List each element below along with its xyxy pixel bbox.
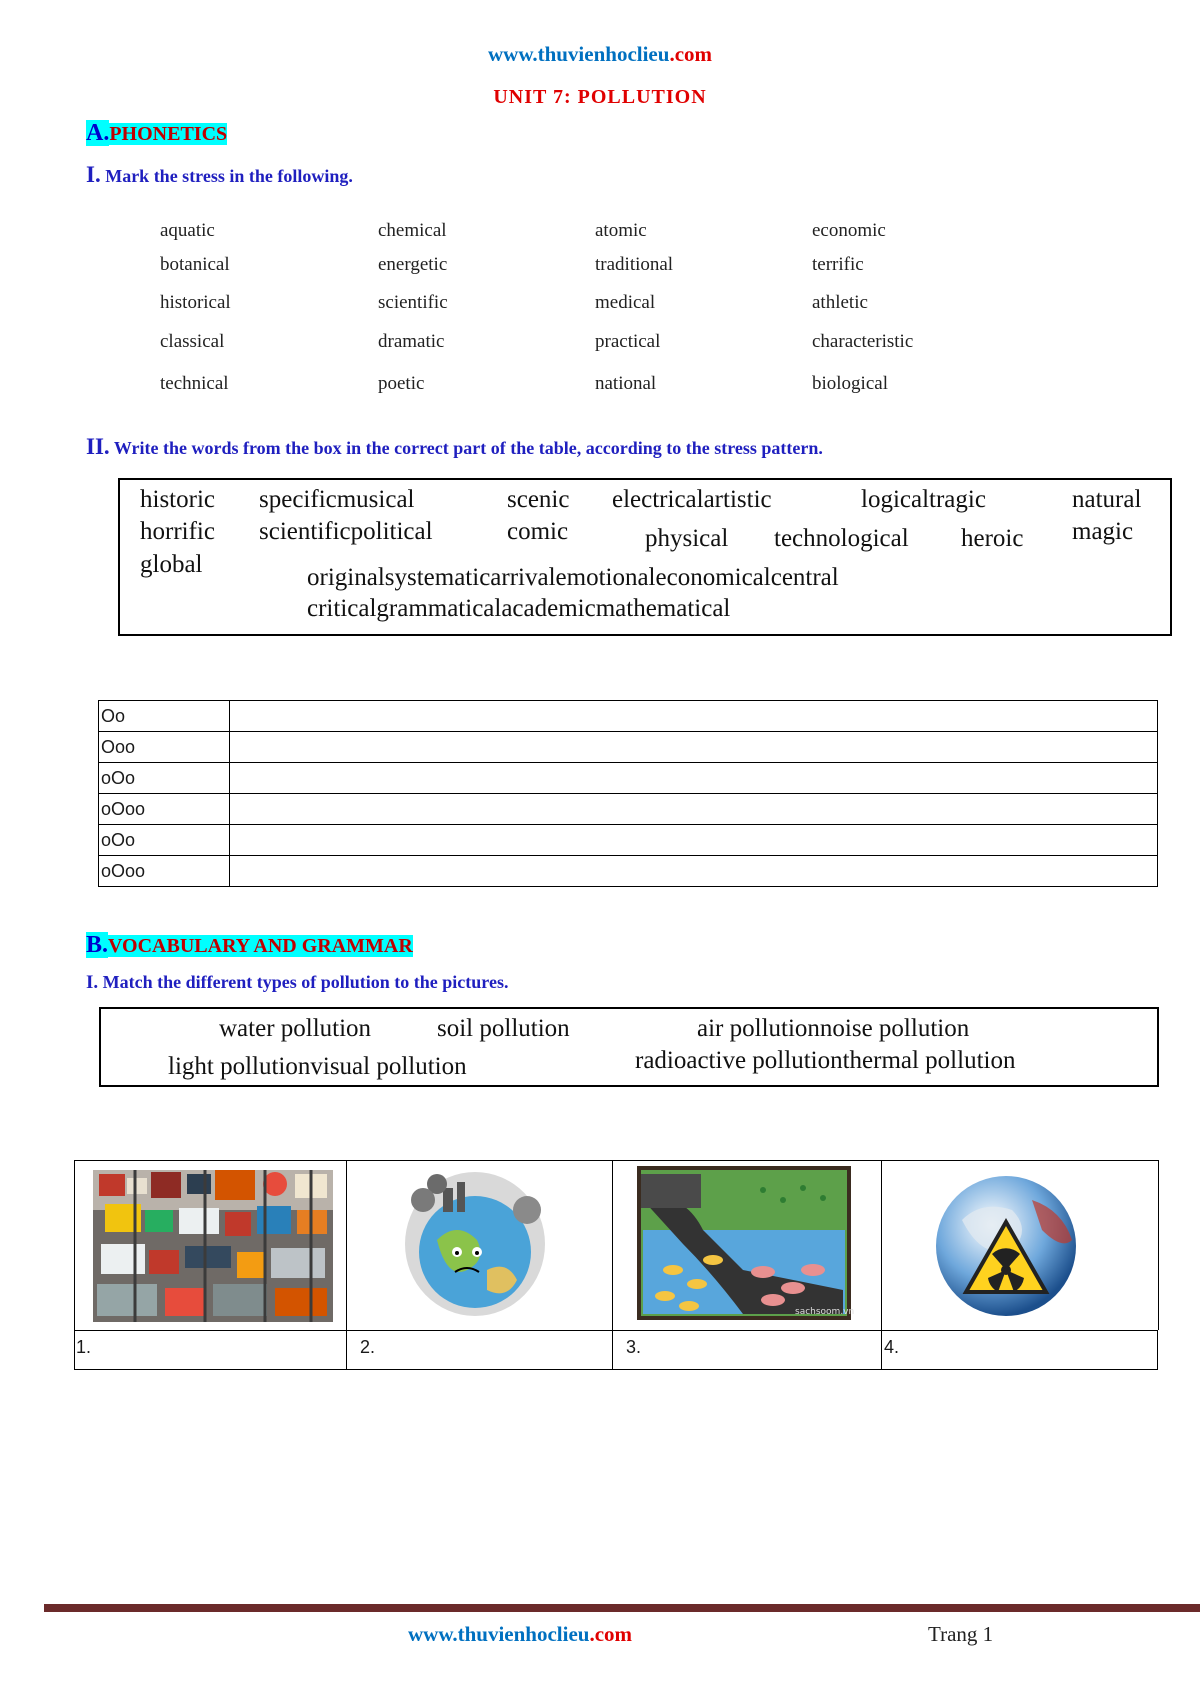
picture-cell-4 — [881, 1160, 1159, 1330]
cell-divider — [1157, 1331, 1158, 1369]
picture-cell-1 — [74, 1160, 347, 1330]
box-word: comic — [507, 518, 569, 545]
word: technical — [160, 373, 229, 394]
exercise-number: I. — [86, 162, 101, 187]
word: energetic — [378, 254, 448, 275]
answer-cell[interactable] — [230, 794, 1158, 825]
box-words-line: criticalgrammaticalacademicmathematical — [307, 595, 731, 622]
page-number: Trang 1 — [928, 1622, 994, 1646]
instruction-text: Match the different types of pollution to the pictures. — [102, 972, 509, 992]
box-word: natural — [1072, 486, 1142, 513]
instruction-text: Write the words from the box in the correct part of the table, according to the stress pattern. — [113, 438, 823, 458]
table-row — [99, 732, 1158, 763]
word: historical — [160, 292, 231, 313]
word: athletic — [812, 292, 868, 313]
box-word: horrific — [140, 518, 215, 545]
site-domain: .com — [669, 42, 713, 66]
section-letter: B. — [86, 932, 109, 958]
polluted-earth-picture — [347, 1160, 613, 1330]
word: medical — [595, 292, 656, 313]
box-word: electricalartistic — [612, 486, 772, 513]
exercise-a1-instruction — [86, 162, 353, 188]
unit-title: UNIT 7: POLLUTION — [493, 86, 707, 108]
answer-cell[interactable] — [230, 732, 1158, 763]
instruction-text: Mark the stress in the following. — [105, 166, 353, 186]
box-word: technological — [774, 525, 909, 552]
word: scientific — [378, 292, 448, 313]
word: terrific — [812, 254, 864, 275]
box-word: logicaltragic — [861, 486, 986, 513]
section-b-heading — [86, 932, 413, 959]
table-row — [99, 856, 1158, 887]
word: atomic — [595, 220, 647, 241]
word: economic — [812, 220, 886, 241]
site-name: www.thuvienhoclieu — [408, 1622, 590, 1646]
picture-cell-2 — [346, 1160, 613, 1330]
cell-divider — [612, 1331, 613, 1369]
picture-caption[interactable]: 1. — [76, 1337, 92, 1357]
word: biological — [812, 373, 888, 394]
word: botanical — [160, 254, 230, 275]
cell-divider — [881, 1331, 882, 1369]
cell-divider — [346, 1331, 347, 1369]
box-word: light pollutionvisual pollution — [168, 1053, 467, 1080]
box-word: air pollutionnoise pollution — [697, 1015, 970, 1042]
box-word: specificmusical — [259, 486, 415, 513]
box-words-line: originalsystematicarrivalemotionaleconomicalcentral — [307, 564, 839, 591]
watermark: sachsoom.vn — [795, 1307, 855, 1317]
picture-caption[interactable]: 3. — [626, 1337, 642, 1357]
box-word: scientificpolitical — [259, 518, 433, 545]
box-word: soil pollution — [437, 1015, 570, 1042]
site-domain: .com — [589, 1622, 633, 1646]
word: chemical — [378, 220, 447, 241]
footer-site-link[interactable] — [408, 1622, 632, 1647]
box-word: historic — [140, 486, 215, 513]
table-row — [99, 701, 1158, 732]
box-word: global — [140, 551, 203, 578]
table-row — [99, 794, 1158, 825]
pattern-label: oOoo — [99, 856, 230, 887]
exercise-a2-instruction — [86, 434, 823, 460]
pattern-label: Ooo — [99, 732, 230, 763]
section-a-heading — [86, 120, 227, 147]
box-word: water pollution — [219, 1015, 372, 1042]
billboards-picture — [75, 1160, 347, 1330]
answer-cell[interactable] — [230, 763, 1158, 794]
radioactive-globe-picture — [882, 1160, 1158, 1330]
caption-row — [74, 1330, 1158, 1370]
table-row — [99, 825, 1158, 856]
stress-pattern-table — [98, 700, 1158, 887]
section-letter: A. — [86, 120, 110, 146]
word: classical — [160, 331, 225, 352]
cell-divider — [74, 1331, 75, 1369]
picture-caption[interactable]: 2. — [360, 1337, 376, 1357]
word: dramatic — [378, 331, 445, 352]
box-word: physical — [645, 525, 729, 552]
exercise-number: II. — [86, 434, 110, 459]
water-pollution-picture — [613, 1160, 882, 1330]
pattern-label: Oo — [99, 701, 230, 732]
pattern-label: oOo — [99, 763, 230, 794]
answer-cell[interactable] — [230, 825, 1158, 856]
pattern-label: oOo — [99, 825, 230, 856]
pollution-word-box — [99, 1007, 1159, 1087]
box-word: scenic — [507, 486, 570, 513]
word: characteristic — [812, 331, 914, 352]
word-box — [118, 478, 1172, 636]
exercise-b1-instruction — [86, 972, 508, 994]
exercise-number: I. — [86, 972, 99, 993]
table-row — [99, 763, 1158, 794]
section-title: PHONETICS — [109, 123, 228, 145]
word: traditional — [595, 254, 674, 275]
box-word: heroic — [961, 525, 1024, 552]
word: poetic — [378, 373, 425, 394]
header-site-link[interactable] — [0, 42, 1200, 67]
picture-cell-3 — [612, 1160, 882, 1330]
answer-cell[interactable] — [230, 856, 1158, 887]
box-word: magic — [1072, 518, 1134, 545]
site-name: www.thuvienhoclieu — [487, 42, 670, 66]
picture-caption[interactable]: 4. — [884, 1337, 900, 1357]
word: practical — [595, 331, 661, 352]
pattern-label: oOoo — [99, 794, 230, 825]
section-title: VOCABULARY AND GRAMMAR — [108, 935, 413, 957]
word: national — [595, 373, 657, 394]
picture-table — [74, 1160, 1158, 1375]
box-word: radioactive pollutionthermal pollution — [635, 1047, 1016, 1074]
answer-cell[interactable] — [230, 701, 1158, 732]
word: aquatic — [160, 220, 215, 241]
footer-divider — [44, 1604, 1200, 1612]
